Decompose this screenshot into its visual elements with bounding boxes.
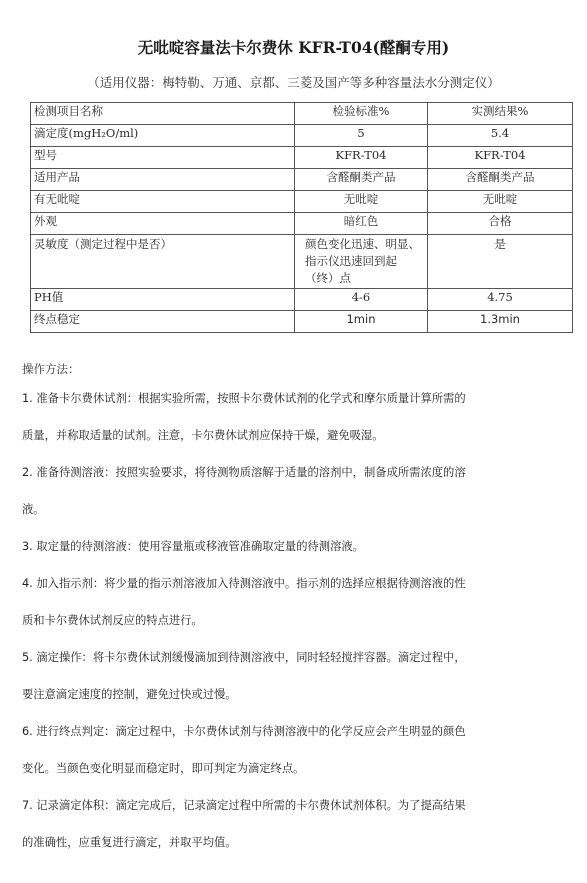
table-row [31,289,573,311]
row-standard: 4-6 [295,289,428,311]
table-row [31,311,573,333]
row-result: 4.75 [428,289,573,311]
header-standard: 检验标准% [295,103,428,125]
step-line: 质和卡尔费休试剂反应的特点进行。 [22,614,203,627]
step-line: 要注意滴定速度的控制，避免过快或过慢。 [22,688,237,701]
row-standard: 颜色变化迅速、明显、指示仪迅速回到起（终）点 [295,235,428,289]
row-result: 合格 [428,213,573,235]
step-line: 液。 [22,503,45,516]
row-label: 灵敏度（测定过程中是否） [31,235,295,289]
row-result: 无吡啶 [428,191,573,213]
step-line: 质量，并称取适量的试剂。注意，卡尔费休试剂应保持干燥，避免吸湿。 [22,429,384,442]
row-standard: KFR-T04 [295,147,428,169]
table-row [31,213,573,235]
method-heading: 操作方法： [22,362,80,376]
row-label: 型号 [31,147,295,169]
table-row [31,147,573,169]
row-result: 是 [428,235,573,289]
row-label: 适用产品 [31,169,295,191]
row-label: 有无吡啶 [31,191,295,213]
row-standard: 含醛酮类产品 [295,169,428,191]
step-line: 2. 准备待测溶液：按照实验要求，将待测物质溶解于适量的溶剂中，制备成所需浓度的溶 [22,466,466,479]
table-row [31,191,573,213]
row-label: PH值 [31,289,295,311]
applicable-instruments: （适用仪器：梅特勒、万通、京都、三菱及国产等多种容量法水分测定仪） [87,75,500,90]
method-steps [22,380,567,861]
row-standard: 无吡啶 [295,191,428,213]
row-result: 5.4 [428,125,573,147]
spec-table [30,102,573,333]
step-line: 变化。当颜色变化明显而稳定时，即可判定为滴定终点。 [22,762,305,775]
step-line: 的准确性，应重复进行滴定，并取平均值。 [22,836,237,849]
table-row [31,125,573,147]
row-standard: 5 [295,125,428,147]
step-line: 6. 进行终点判定：滴定过程中，卡尔费休试剂与待测溶液中的化学反应会产生明显的颜色 [22,725,466,738]
step-line: 5. 滴定操作：将卡尔费休试剂缓慢滴加到待测溶液中，同时轻轻搅拌容器。滴定过程中， [22,651,466,664]
table-row [31,235,573,289]
row-label: 终点稳定 [31,311,295,333]
table-row [31,169,573,191]
row-standard: 1min [295,311,428,333]
document-title: 无吡啶容量法卡尔费休 KFR-T04(醛酮专用) [137,38,450,57]
row-result: 含醛酮类产品 [428,169,573,191]
header-item-name: 检测项目名称 [31,103,295,125]
step-line: 7. 记录滴定体积：滴定完成后，记录滴定过程中所需的卡尔费休试剂体积。为了提高结果 [22,799,466,812]
step-line: 4. 加入指示剂：将少量的指示剂溶液加入待测溶液中。指示剂的选择应根据待测溶液的性 [22,577,466,590]
table-header-row [31,103,573,125]
step-line: 1. 准备卡尔费休试剂：根据实验所需，按照卡尔费休试剂的化学式和摩尔质量计算所需的 [22,392,466,405]
row-result: 1.3min [428,311,573,333]
header-result: 实测结果% [428,103,573,125]
step-line: 3. 取定量的待测溶液：使用容量瓶或移液管准确取定量的待测溶液。 [22,540,364,553]
row-result: KFR-T04 [428,147,573,169]
row-label: 外观 [31,213,295,235]
row-standard: 暗红色 [295,213,428,235]
row-label: 滴定度(mgH₂O/ml) [31,125,295,147]
